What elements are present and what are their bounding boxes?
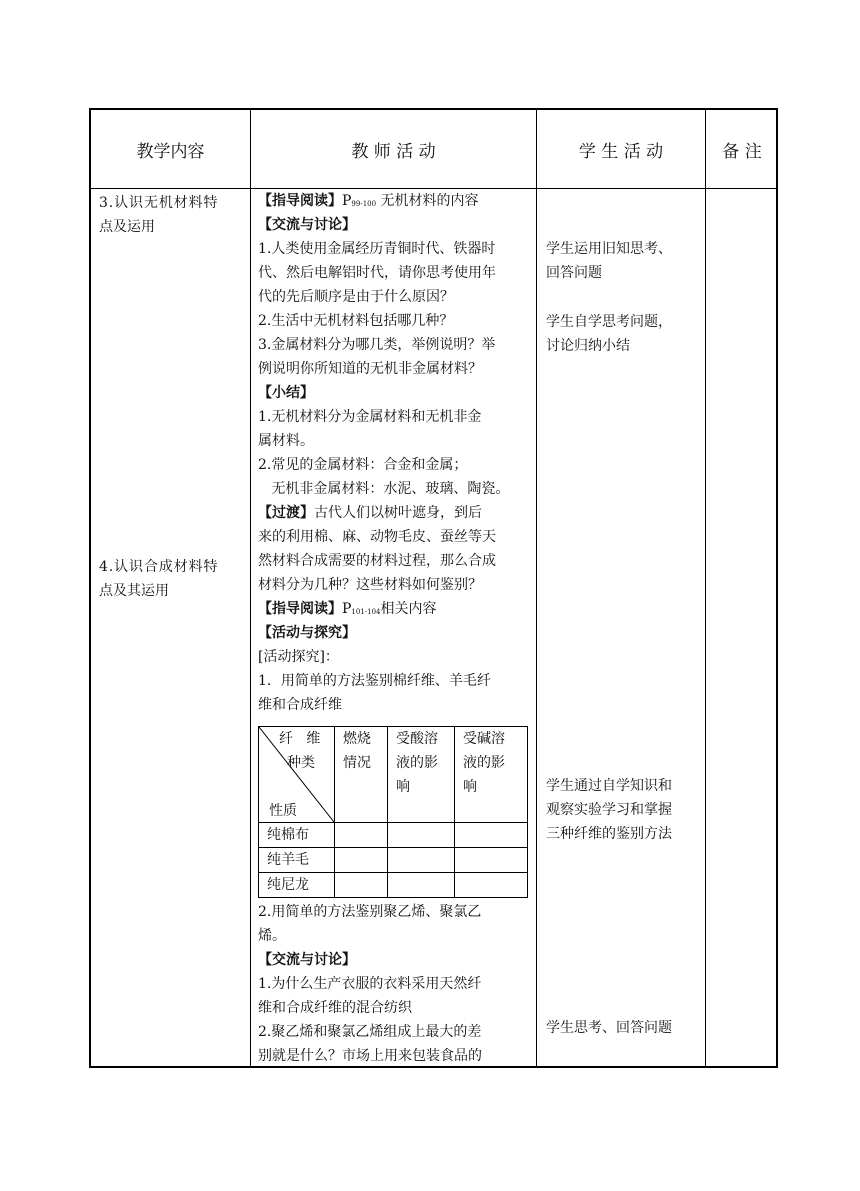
column-divider bbox=[536, 110, 537, 1066]
header-teacher: 教 师 活 动 bbox=[351, 141, 436, 162]
corner-label-property: 性质 bbox=[269, 803, 297, 819]
header-remarks: 备 注 bbox=[722, 141, 762, 162]
teacher-activity-continued: 2.用简单的方法鉴别聚乙烯、聚氯乙 烯。 【交流与讨论】 1.为什么生产衣服的衣料采用天然纤 维和合成纤维的混合纺织 2.聚乙烯和聚氯乙烯组成上最大的差 别就是什么？市场上用来包装食品的 bbox=[258, 904, 482, 1064]
table-row: 纯棉布 bbox=[259, 823, 528, 848]
header-content: 教学内容 bbox=[136, 141, 205, 162]
student-activity-2: 学生自学思考问题， 讨论归纳小结 bbox=[546, 314, 672, 354]
header-student: 学 生 活 动 bbox=[578, 141, 664, 162]
corner-label-type: 种类 bbox=[287, 755, 315, 771]
table-row: 纯尼龙 bbox=[259, 873, 528, 898]
column-header-burning: 燃烧 情况 bbox=[335, 727, 388, 823]
fiber-table-corner bbox=[259, 727, 335, 823]
student-activity-1: 学生运用旧知思考、 回答问题 bbox=[546, 241, 672, 281]
column-divider bbox=[250, 110, 251, 1066]
teacher-activity: 【指导阅读】P99-100 无机材料的内容 【交流与讨论】 1.人类使用金属经历青铜时代、铁器时 代、然后电解铝时代，请你思考使用年 代的先后顺序是由于什么原因？ 2.生活中无机材料包括哪几种？ 3.金属材料分为哪几类，举例说明？举 例说明你所知道的无机非金属材料？ 【小结】 1.无机材料分为金属材料和无机非金 属材料。 2.常见的金属材料：合金和金属； 无机非金属材料：水泥、玻璃、陶瓷。 【过渡】古代人们以树叶遮身，到后 来的利用棉、麻、动物毛皮、蚕丝等天 然材料合成需要的材料过程，那么合成 材料分为几种？这些材料如何鉴别？ 【指导阅读】P101-104相关内容 【活动与探究】 [活动探究]： 1．用简单的方法鉴别棉纤维、羊毛纤 维和合成纤维 bbox=[258, 193, 510, 713]
lesson-plan-table bbox=[89, 108, 778, 1068]
column-header-alkali: 受碱溶 液的影 响 bbox=[455, 727, 528, 823]
table-row: 纯羊毛 bbox=[259, 848, 528, 873]
content-item-4: 4.认识合成材料特 点及其运用 bbox=[99, 559, 219, 599]
corner-label-fiber: 纤 维 bbox=[279, 731, 321, 747]
fiber-table bbox=[258, 726, 528, 898]
student-activity-4: 学生思考、回答问题 bbox=[546, 1020, 672, 1036]
column-header-acid: 受酸溶 液的影 响 bbox=[388, 727, 455, 823]
student-activity-3: 学生通过自学知识和 观察实验学习和掌握 三种纤维的鉴别方法 bbox=[546, 778, 672, 842]
content-item-3: 3.认识无机材料特 点及运用 bbox=[99, 195, 219, 235]
column-divider bbox=[705, 110, 706, 1066]
